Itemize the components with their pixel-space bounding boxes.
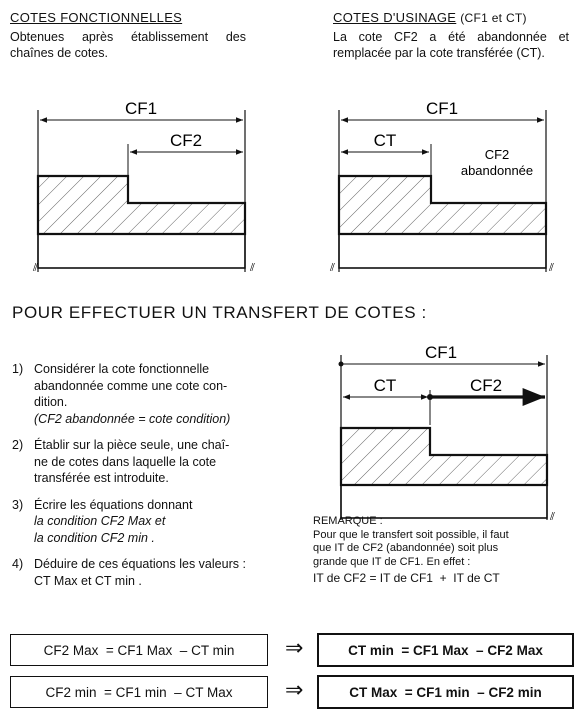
diagram1-cf2-label: CF2 [169, 131, 203, 150]
diagram2-part-body [339, 234, 546, 268]
right-header-title: COTES D'USINAGE [333, 10, 457, 25]
equation-1-arrow: ⇒ [285, 635, 304, 660]
right-header-description: La cote CF2 a été abandonnée et remplacée par la cote transférée (CT). [333, 30, 569, 60]
diagram3-ct-label: CT [373, 376, 397, 395]
diagram3-cf1-label: CF1 [424, 343, 458, 362]
diagram3-break-mark-right: ⫽ [550, 511, 555, 523]
diagram3-part-hatched [341, 428, 547, 485]
equation-2-left: CF2 min = CF1 min – CT Max [10, 676, 268, 708]
step-2-line-3: transférée est introduite. [34, 471, 169, 485]
step-4-line-2: CT Max et CT min . [34, 573, 142, 588]
step-2-number: 2) [12, 438, 24, 452]
diagram2-break-mark-left: ⫽ [330, 262, 335, 274]
step-1 [12, 361, 274, 427]
step-3-line-1: Écrire les équations donnant [34, 497, 193, 512]
right-header-suffix: (CF1 et CT) [460, 11, 527, 25]
diagram3-cf2-origin-dot [427, 394, 433, 400]
step-1-number: 1) [12, 362, 24, 376]
diagram3-cf2-label: CF2 [469, 376, 503, 395]
step-4-number: 4) [12, 557, 24, 571]
step-1-italic: (CF2 abandonnée = cote condition) [34, 411, 231, 426]
remark-line-1: Pour que le transfert soit possible, il faut [313, 528, 509, 541]
step-4-line-1: Déduire de ces équations les valeurs : [34, 557, 246, 571]
step-1-line-2: abandonnée comme une cote con- [34, 378, 228, 393]
diagram1-part-body [38, 234, 245, 268]
right-header-line [333, 10, 527, 25]
diagram3-part-body [341, 485, 547, 518]
diagram2-cf2-abandoned-line1: CF2 [484, 147, 510, 162]
diagram1-part-hatched [38, 176, 245, 234]
step-3-number: 3) [12, 497, 24, 512]
remark-line-3: grande que IT de CF1. En effet : [313, 555, 471, 568]
equation-2-right: CT Max = CF1 min – CF2 min [317, 675, 574, 709]
transfer-diagram [300, 335, 579, 525]
diagram1-break-mark-left: ⫽ [33, 262, 38, 274]
step-2-line-1: Établir sur la pièce seule, une chaî- [34, 438, 230, 452]
remark [313, 515, 575, 586]
step-3-italic-line-2: la condition CF2 min . [34, 530, 155, 545]
diagram3-cf1-origin-dot [339, 362, 344, 367]
step-4 [12, 556, 274, 589]
diagram2-break-mark-right: ⫽ [549, 262, 554, 274]
steps-list [12, 361, 274, 589]
diagram2-cf1-label: CF1 [425, 99, 459, 118]
diagram1-break-mark-right: ⫽ [250, 262, 255, 274]
step-2-line-2: ne de cotes dans laquelle la cote [34, 454, 217, 469]
left-header-title: COTES FONCTIONNELLES [10, 10, 183, 25]
remark-formula: IT de CF2 = IT de CF1 + IT de CT [313, 571, 500, 585]
step-3 [12, 497, 274, 547]
remark-title: REMARQUE : [313, 515, 383, 527]
diagram2-cf2-abandoned-line2: abandonnée [460, 163, 534, 178]
diagram2-ct-label: CT [373, 131, 397, 150]
functional-dimensions-diagram [0, 90, 290, 280]
step-3-italic-line-1: la condition CF2 Max et [34, 514, 166, 528]
equation-2-arrow: ⇒ [285, 677, 304, 702]
equation-1-right: CT min = CF1 Max – CF2 Max [317, 633, 574, 667]
machining-dimensions-diagram [290, 90, 579, 280]
diagram1-cf1-label: CF1 [124, 99, 158, 118]
step-1-line-3: dition. [34, 395, 68, 409]
equation-1-left: CF2 Max = CF1 Max – CT min [10, 634, 268, 666]
step-2 [12, 437, 274, 487]
left-header-description: Obtenues après établissement des chaînes de cotes. [10, 30, 246, 60]
diagram2-part-hatched [339, 176, 546, 234]
step-1-line-1: Considérer la cote fonctionnelle [34, 362, 210, 376]
section-title: POUR EFFECTUER UN TRANSFERT DE COTES : [12, 303, 427, 322]
remark-line-2: que IT de CF2 (abandonnée) soit plus [313, 542, 499, 554]
